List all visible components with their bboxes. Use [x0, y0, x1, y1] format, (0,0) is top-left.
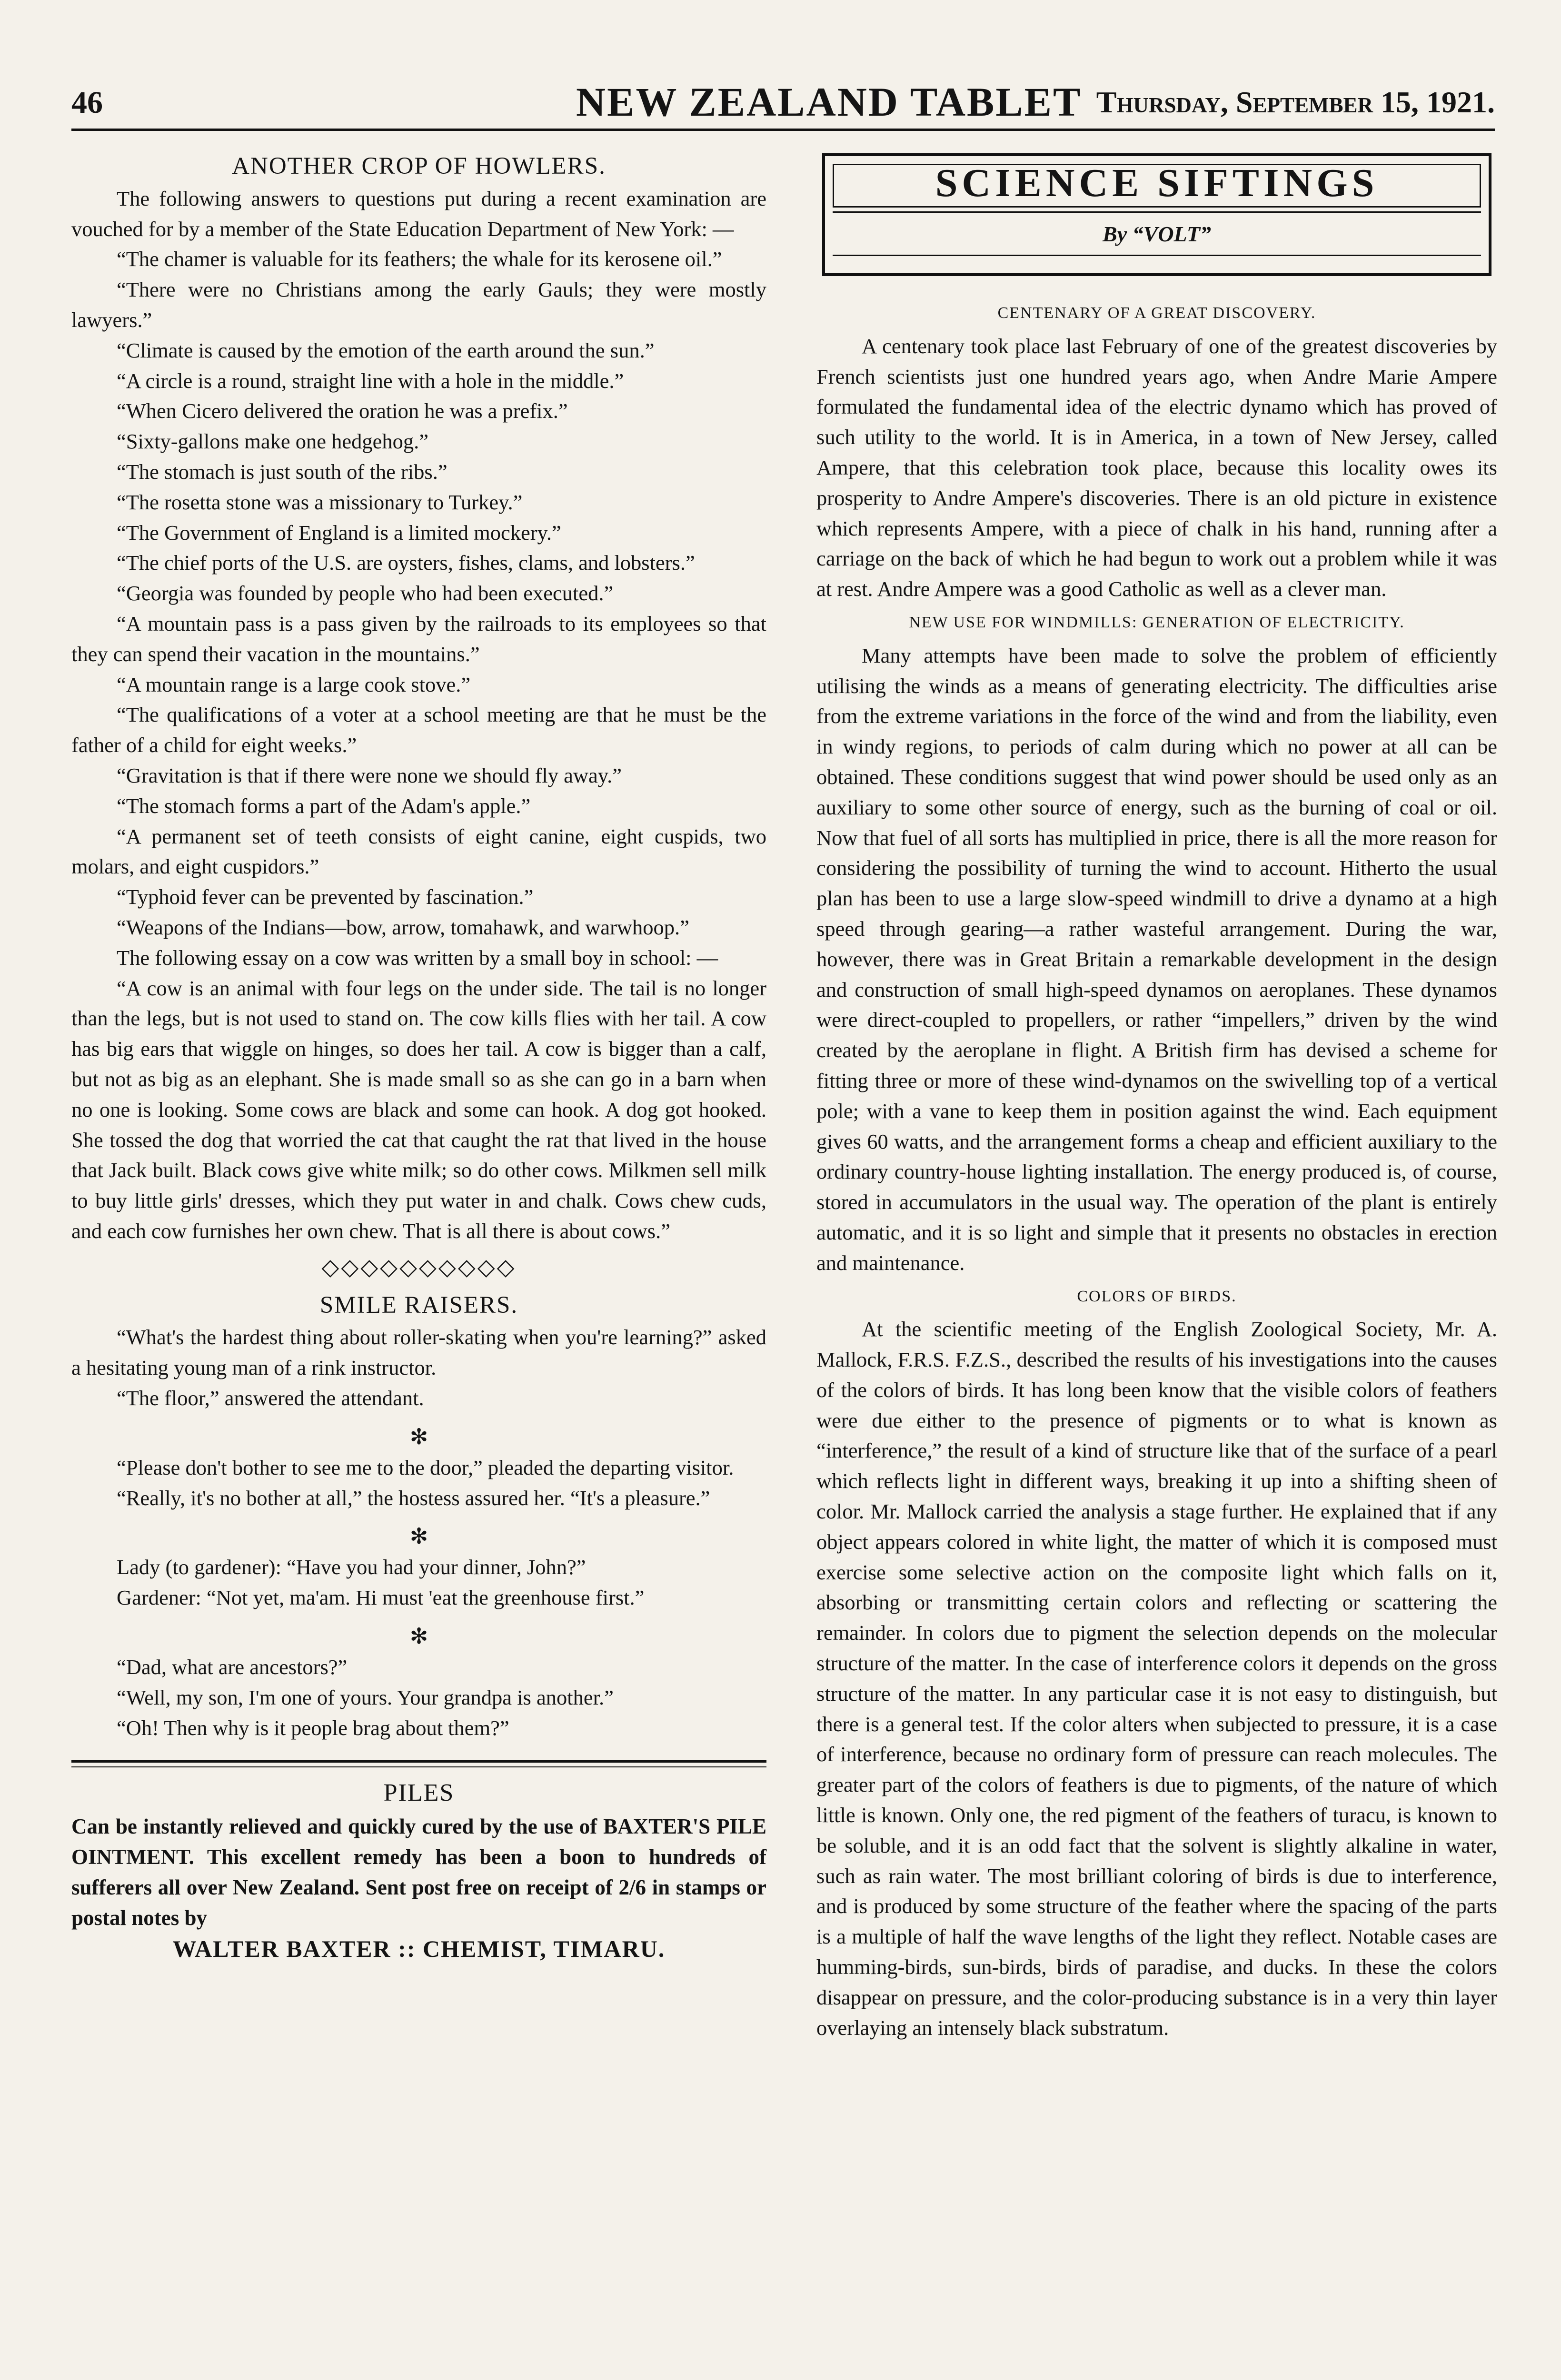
science-siftings-banner — [816, 143, 1497, 286]
howler-item: “The chamer is valuable for its feathers; the whale for its kerosene oil.” — [117, 247, 722, 271]
banner-frame — [822, 153, 1491, 276]
piles-ad-footer: WALTER BAXTER :: CHEMIST, TIMARU. — [172, 1935, 666, 1963]
joke-line: Lady (to gardener): “Have you had your dinner, John?” — [117, 1555, 586, 1579]
piles-ad-body: Can be instantly relieved and quickly cured by the use of BAXTER'S PILE OINTMENT. This excellent remedy has been a boon to hundreds of sufferers all over New Zealand. Sent post free on receipt of 2/6 in stamps or postal notes by — [71, 1815, 766, 1930]
cow-essay: “A cow is an animal with four legs on the under side. The tail is no longer than the legs, but is not used to stand on. The cow kills flies with her tail. A cow has big ears that wiggle on hinges, so does her tail. A cow is bigger than a calf, but not as big as an elephant. She is made small so as she can go in a barn when no one is looking. Some cows are black and some can hook. A dog got hooked. She tossed the dog that worried the cat that caught the rat that lived in the house that Jack built. Black cows give white milk; so do other cows. Milkmen sell milk to buy little girls' dresses, which they put water in and chalk. Cows chew cuds, and each cow furnishes her own chew. That is all there is about cows.” — [71, 976, 766, 1243]
byline-name: “VOLT” — [1132, 222, 1211, 246]
banner-title: SCIENCE SIFTINGS — [935, 161, 1379, 205]
howler-item: “The stomach forms a part of the Adam's apple.” — [117, 793, 531, 818]
byline — [825, 219, 1489, 249]
article-heading: NEW USE FOR WINDMILLS: GENERATION OF ELECTRICITY. — [909, 613, 1405, 631]
smile-raisers-heading: SMILE RAISERS. — [319, 1291, 518, 1319]
left-column — [71, 143, 766, 1964]
article-paragraph: A centenary took place last February of one of the greatest discoveries by French scientists just one hundred years ago, when Andre Marie Ampere formulated the fundamental idea of the electric dynamo which has proved of such utility to the world. It is in America, in a town of New Jersey, called Ampere, that this celebration took place, because this locality owes its prosperity to Andre Ampere's discoveries. There is an old picture in existence which represents Ampere, with a piece of chalk in his hand, running after a carriage on the back of which he had begun to work out a problem while it was at rest. Andre Ampere was a good Catholic as well as a clever man. — [816, 334, 1497, 601]
howlers-heading: ANOTHER CROP OF HOWLERS. — [232, 153, 606, 179]
howlers-intro: The following answers to questions put during a recent examination are vouched for by a member of the State Education Department of New York: — — [71, 186, 766, 241]
masthead — [71, 76, 1495, 133]
right-column — [816, 143, 1497, 2043]
star-separator-icon: ✻ — [409, 1424, 428, 1449]
joke-line: “Dad, what are ancestors?” — [117, 1655, 348, 1679]
ornament-divider: ◇◇◇◇◇◇◇◇◇◇ — [321, 1254, 517, 1280]
howler-item: “There were no Christians among the early Gauls; they were mostly lawyers.” — [71, 278, 766, 332]
howler-item: “The chief ports of the U.S. are oysters, fishes, clams, and lobsters.” — [117, 551, 695, 575]
howler-item: “The rosetta stone was a missionary to Turkey.” — [117, 490, 523, 514]
star-separator-icon: ✻ — [409, 1524, 428, 1549]
masthead-rule — [71, 129, 1495, 131]
howler-item: “A circle is a round, straight line with a hole in the middle.” — [117, 368, 624, 393]
howler-item: “The qualifications of a voter at a school meeting are that he must be the father of a child for eight weeks.” — [71, 703, 766, 757]
joke-line: “Well, my son, I'm one of yours. Your grandpa is another.” — [117, 1685, 614, 1709]
piles-ad — [71, 1811, 766, 1933]
banner-title-box — [833, 161, 1481, 208]
howler-item: “Gravitation is that if there were none we should fly away.” — [117, 763, 622, 787]
howler-item: “A mountain range is a large cook stove.” — [117, 672, 471, 696]
howler-item: “A mountain pass is a pass given by the railroads to its employees so that they can spend their vacation in the mountains.” — [71, 611, 766, 666]
howler-item: “Georgia was founded by people who had been executed.” — [117, 581, 614, 605]
section-rule — [71, 1760, 766, 1767]
byline-prefix: By — [1103, 222, 1127, 246]
joke-line: “Really, it's no bother at all,” the hostess assured her. “It's a pleasure.” — [117, 1486, 710, 1510]
issue-date: Thursday, September 15, 1921. — [1096, 85, 1495, 119]
article-paragraph: At the scientific meeting of the English Zoological Society, Mr. A. Mallock, F.R.S. F.Z.S., described the results of his investigations into the causes of the colors of birds. It has long been know that the visible colors of feathers were due either to the presence of pigments or to what is known as “interference,” the result of a kind of structure like that of the surface of a pearl which reflects light in different ways, breaking it up into a shifting sheen of color. Mr. Mallock carried the analysis a stage further. He explained that if any object appears colored in white light, the matter of which it is composed must exercise some selective action on the composite light which falls on it, absorbing or transmitting certain colors and reflecting or scattering the remainder. In colors due to pigment the selection depends on the molecular structure of the matter. In the case of interference colors it depends on the gross structure of the matter. In any particular case it is not easy to distinguish, but there is a general test. If the color alters when subjected to pressure, it is a case of interference, because no ordinary form of pressure can reach molecules. The greater part of the colors of feathers is due to pigments, of the nature of which little is known. Only one, the red pigment of the feathers of turacu, is known to be soluble, and it is an odd fact that the solvent is slightly alkaline in water, such as rain water. The most brilliant coloring of birds is due to interference, and is produced by some structure of the feather where the spacing of the parts is a multiple of half the wave lengths of the light they reflect. Notable cases are humming-birds, sun-birds, birds of paradise, and ducks. In these the colors disappear on pressure, and the color-producing substance is in a very thin layer overlaying an intensely black substratum. — [816, 1317, 1497, 2040]
howler-item: “A permanent set of teeth consists of eight canine, eight cuspids, two molars, and eight cuspidors.” — [71, 824, 766, 879]
howler-item: “Typhoid fever can be prevented by fascination.” — [117, 885, 534, 909]
star-separator-icon: ✻ — [409, 1624, 428, 1649]
essay-intro: The following essay on a cow was written by a small boy in school: — — [117, 945, 718, 970]
howler-item: “When Cicero delivered the oration he was a prefix.” — [117, 399, 568, 423]
piles-ad-heading: PILES — [383, 1779, 455, 1807]
article-heading: COLORS OF BIRDS. — [1077, 1287, 1237, 1305]
joke-line: Gardener: “Not yet, ma'am. Hi must 'eat the greenhouse first.” — [117, 1586, 645, 1610]
howler-item: “Weapons of the Indians—bow, arrow, tomahawk, and warwhoop.” — [117, 915, 689, 939]
article-heading: CENTENARY OF A GREAT DISCOVERY. — [997, 304, 1316, 322]
joke-line: “Please don't bother to see me to the door,” pleaded the departing visitor. — [117, 1455, 734, 1479]
joke-line: “What's the hardest thing about roller-skating when you're learning?” asked a hesitating young man of a rink instructor. — [71, 1325, 766, 1380]
article-paragraph: Many attempts have been made to solve the problem of efficiently utilising the winds as a means of generating electricity. The difficulties arise from the extreme variations in the force of the wind and from the liability, even in windy regions, to periods of calm during which no power at all can be obtained. These conditions suggest that wind power should be used only as an auxiliary to some other source of energy, such as the burning of coal or oil. Now that fuel of all sorts has multiplied in price, there is all the more reason for considering the possibility of turning the wind to account. Hitherto the usual plan has been to use a large slow-speed windmill to drive a dynamo at a high speed through gearing—a rather wasteful arrangement. During the war, however, there was in Great Britain a remarkable development in the design and construction of small high-speed dynamos on aeroplanes. These dynamos were direct-coupled to propellers, or rather “impellers,” driven by the wind created by the aeroplane in flight. A British firm has devised a scheme for fitting three or more of these wind-dynamos on the swivelling top of a vertical pole; with a vane to keep them in position against the wind. Each equipment gives 60 watts, and the arrangement forms a cheap and efficient auxiliary to the ordinary country-house lighting installation. The energy produced is, of course, stored in accumulators in the usual way. The operation of the plant is entirely automatic, and it is so light and simple that it presents no obstacles in erection and maintenance. — [816, 643, 1497, 1275]
howler-item: “The stomach is just south of the ribs.” — [117, 459, 447, 484]
joke-line: “Oh! Then why is it people brag about them?” — [117, 1716, 509, 1740]
page-number: 46 — [71, 85, 103, 120]
paper-title: NEW ZEALAND TABLET — [576, 79, 1082, 125]
joke-line: “The floor,” answered the attendant. — [117, 1386, 424, 1410]
howler-item: “Sixty-gallons make one hedgehog.” — [117, 429, 428, 454]
howler-item: “Climate is caused by the emotion of the earth around the sun.” — [117, 338, 655, 362]
howler-item: “The Government of England is a limited mockery.” — [117, 520, 561, 545]
